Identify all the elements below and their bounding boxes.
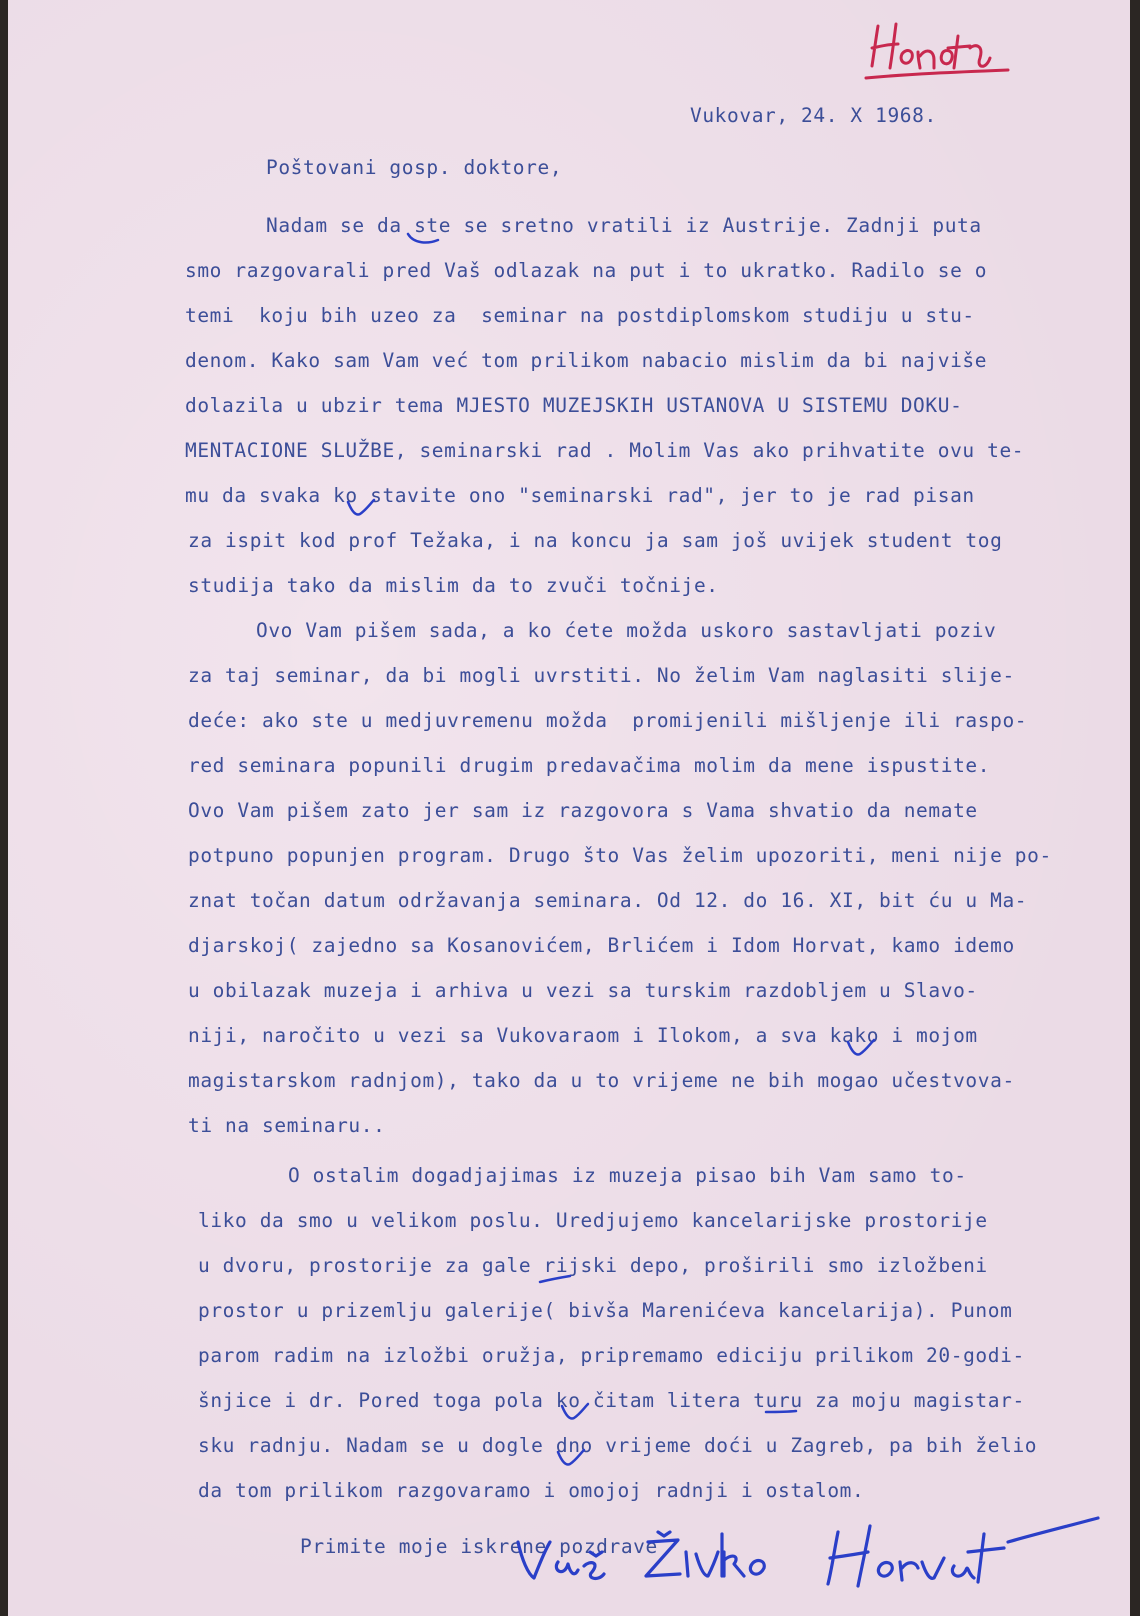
body-line: parom radim na izložbi oružja, pripremamo ediciju prilikom 20-godi- bbox=[198, 1344, 1025, 1367]
pen-correction-mark bbox=[344, 498, 378, 518]
closing-line: Primite moje iskrene pozdrave bbox=[300, 1535, 658, 1558]
body-line: dolazila u ubzir tema MJESTO MUZEJSKIH USTANOVA U SISTEMU DOKU- bbox=[185, 394, 963, 417]
pen-correction-mark bbox=[538, 1268, 572, 1288]
body-line: red seminara popunili drugim predavačima molim da mene ispustite. bbox=[188, 754, 991, 777]
body-line: studija tako da mislim da to zvuči točnije. bbox=[188, 574, 719, 597]
body-line: za ispit kod prof Težaka, i na koncu ja sam još uvijek student tog bbox=[188, 529, 1003, 552]
pen-correction-mark bbox=[554, 1448, 588, 1468]
pen-correction-mark bbox=[406, 228, 440, 248]
body-line: sku radnju. Nadam se u dogle dno vrijeme doći u Zagreb, pa bih želio bbox=[198, 1434, 1038, 1457]
body-line: O ostalim dogadjajimas iz muzeja pisao bih Vam samo to- bbox=[288, 1164, 967, 1187]
body-line: MENTACIONE SLUŽBE, seminarski rad . Molim Vas ako prihvatite ovu te- bbox=[185, 439, 1025, 462]
salutation: Poštovani gosp. doktore, bbox=[266, 156, 563, 179]
handwritten-name-top bbox=[858, 18, 1018, 88]
body-line: magistarskom radnjom), tako da u to vrijeme ne bih mogao učestvova- bbox=[188, 1069, 1015, 1092]
body-line: Ovo Vam pišem zato jer sam iz razgovora s Vama shvatio da nemate bbox=[188, 799, 978, 822]
body-line: da tom prilikom razgovaramo i omojoj radnji i ostalom. bbox=[198, 1479, 865, 1502]
body-line: u dvoru, prostorije za gale rijski depo, proširili smo izložbeni bbox=[198, 1254, 988, 1277]
body-line: Nadam se da ste se sretno vratili iz Austrije. Zadnji puta bbox=[266, 214, 982, 237]
body-line: smo razgovarali pred Vaš odlazak na put i to ukratko. Radilo se o bbox=[185, 259, 988, 282]
letter-date: Vukovar, 24. X 1968. bbox=[690, 104, 937, 127]
letter-page bbox=[8, 0, 1130, 1616]
pen-correction-mark bbox=[558, 1402, 592, 1422]
body-line: znat točan datum održavanja seminara. Od 12. do 16. XI, bit ću u Ma- bbox=[188, 889, 1028, 912]
body-line: ti na seminaru.. bbox=[188, 1114, 386, 1137]
body-line: Ovo Vam pišem sada, a ko ćete možda uskoro sastavljati poziv bbox=[256, 619, 997, 642]
body-line: temi koju bih uzeo za seminar na postdiplomskom studiju u stu- bbox=[185, 304, 975, 327]
body-line: potpuno popunjen program. Drugo što Vas želim upozoriti, meni nije po- bbox=[188, 844, 1052, 867]
pen-correction-mark bbox=[844, 1038, 878, 1058]
handwritten-signature bbox=[508, 1512, 1108, 1612]
body-line: niji, naročito u vezi sa Vukovaraom i Ilokom, a sva kako i mojom bbox=[188, 1024, 978, 1047]
body-line: prostor u prizemlju galerije( bivša Marenićeva kancelarija). Punom bbox=[198, 1299, 1013, 1322]
body-line: djarskoj( zajedno sa Kosanovićem, Brlićem i Idom Horvat, kamo idemo bbox=[188, 934, 1015, 957]
pen-correction-mark bbox=[764, 1402, 798, 1422]
body-line: denom. Kako sam Vam već tom prilikom nabacio mislim da bi najviše bbox=[185, 349, 988, 372]
body-line: mu da svaka ko stavite ono "seminarski rad", jer to je rad pisan bbox=[185, 484, 975, 507]
body-line: liko da smo u velikom poslu. Uredjujemo kancelarijske prostorije bbox=[198, 1209, 988, 1232]
body-line: deće: ako ste u medjuvremenu možda promijenili mišljenje ili raspo- bbox=[188, 709, 1028, 732]
body-line: šnjice i dr. Pored toga pola ko čitam litera turu za moju magistar- bbox=[198, 1389, 1025, 1412]
body-line: za taj seminar, da bi mogli uvrstiti. No želim Vam naglasiti slije- bbox=[188, 664, 1015, 687]
body-line: u obilazak muzeja i arhiva u vezi sa turskim razdobljem u Slavo- bbox=[188, 979, 978, 1002]
